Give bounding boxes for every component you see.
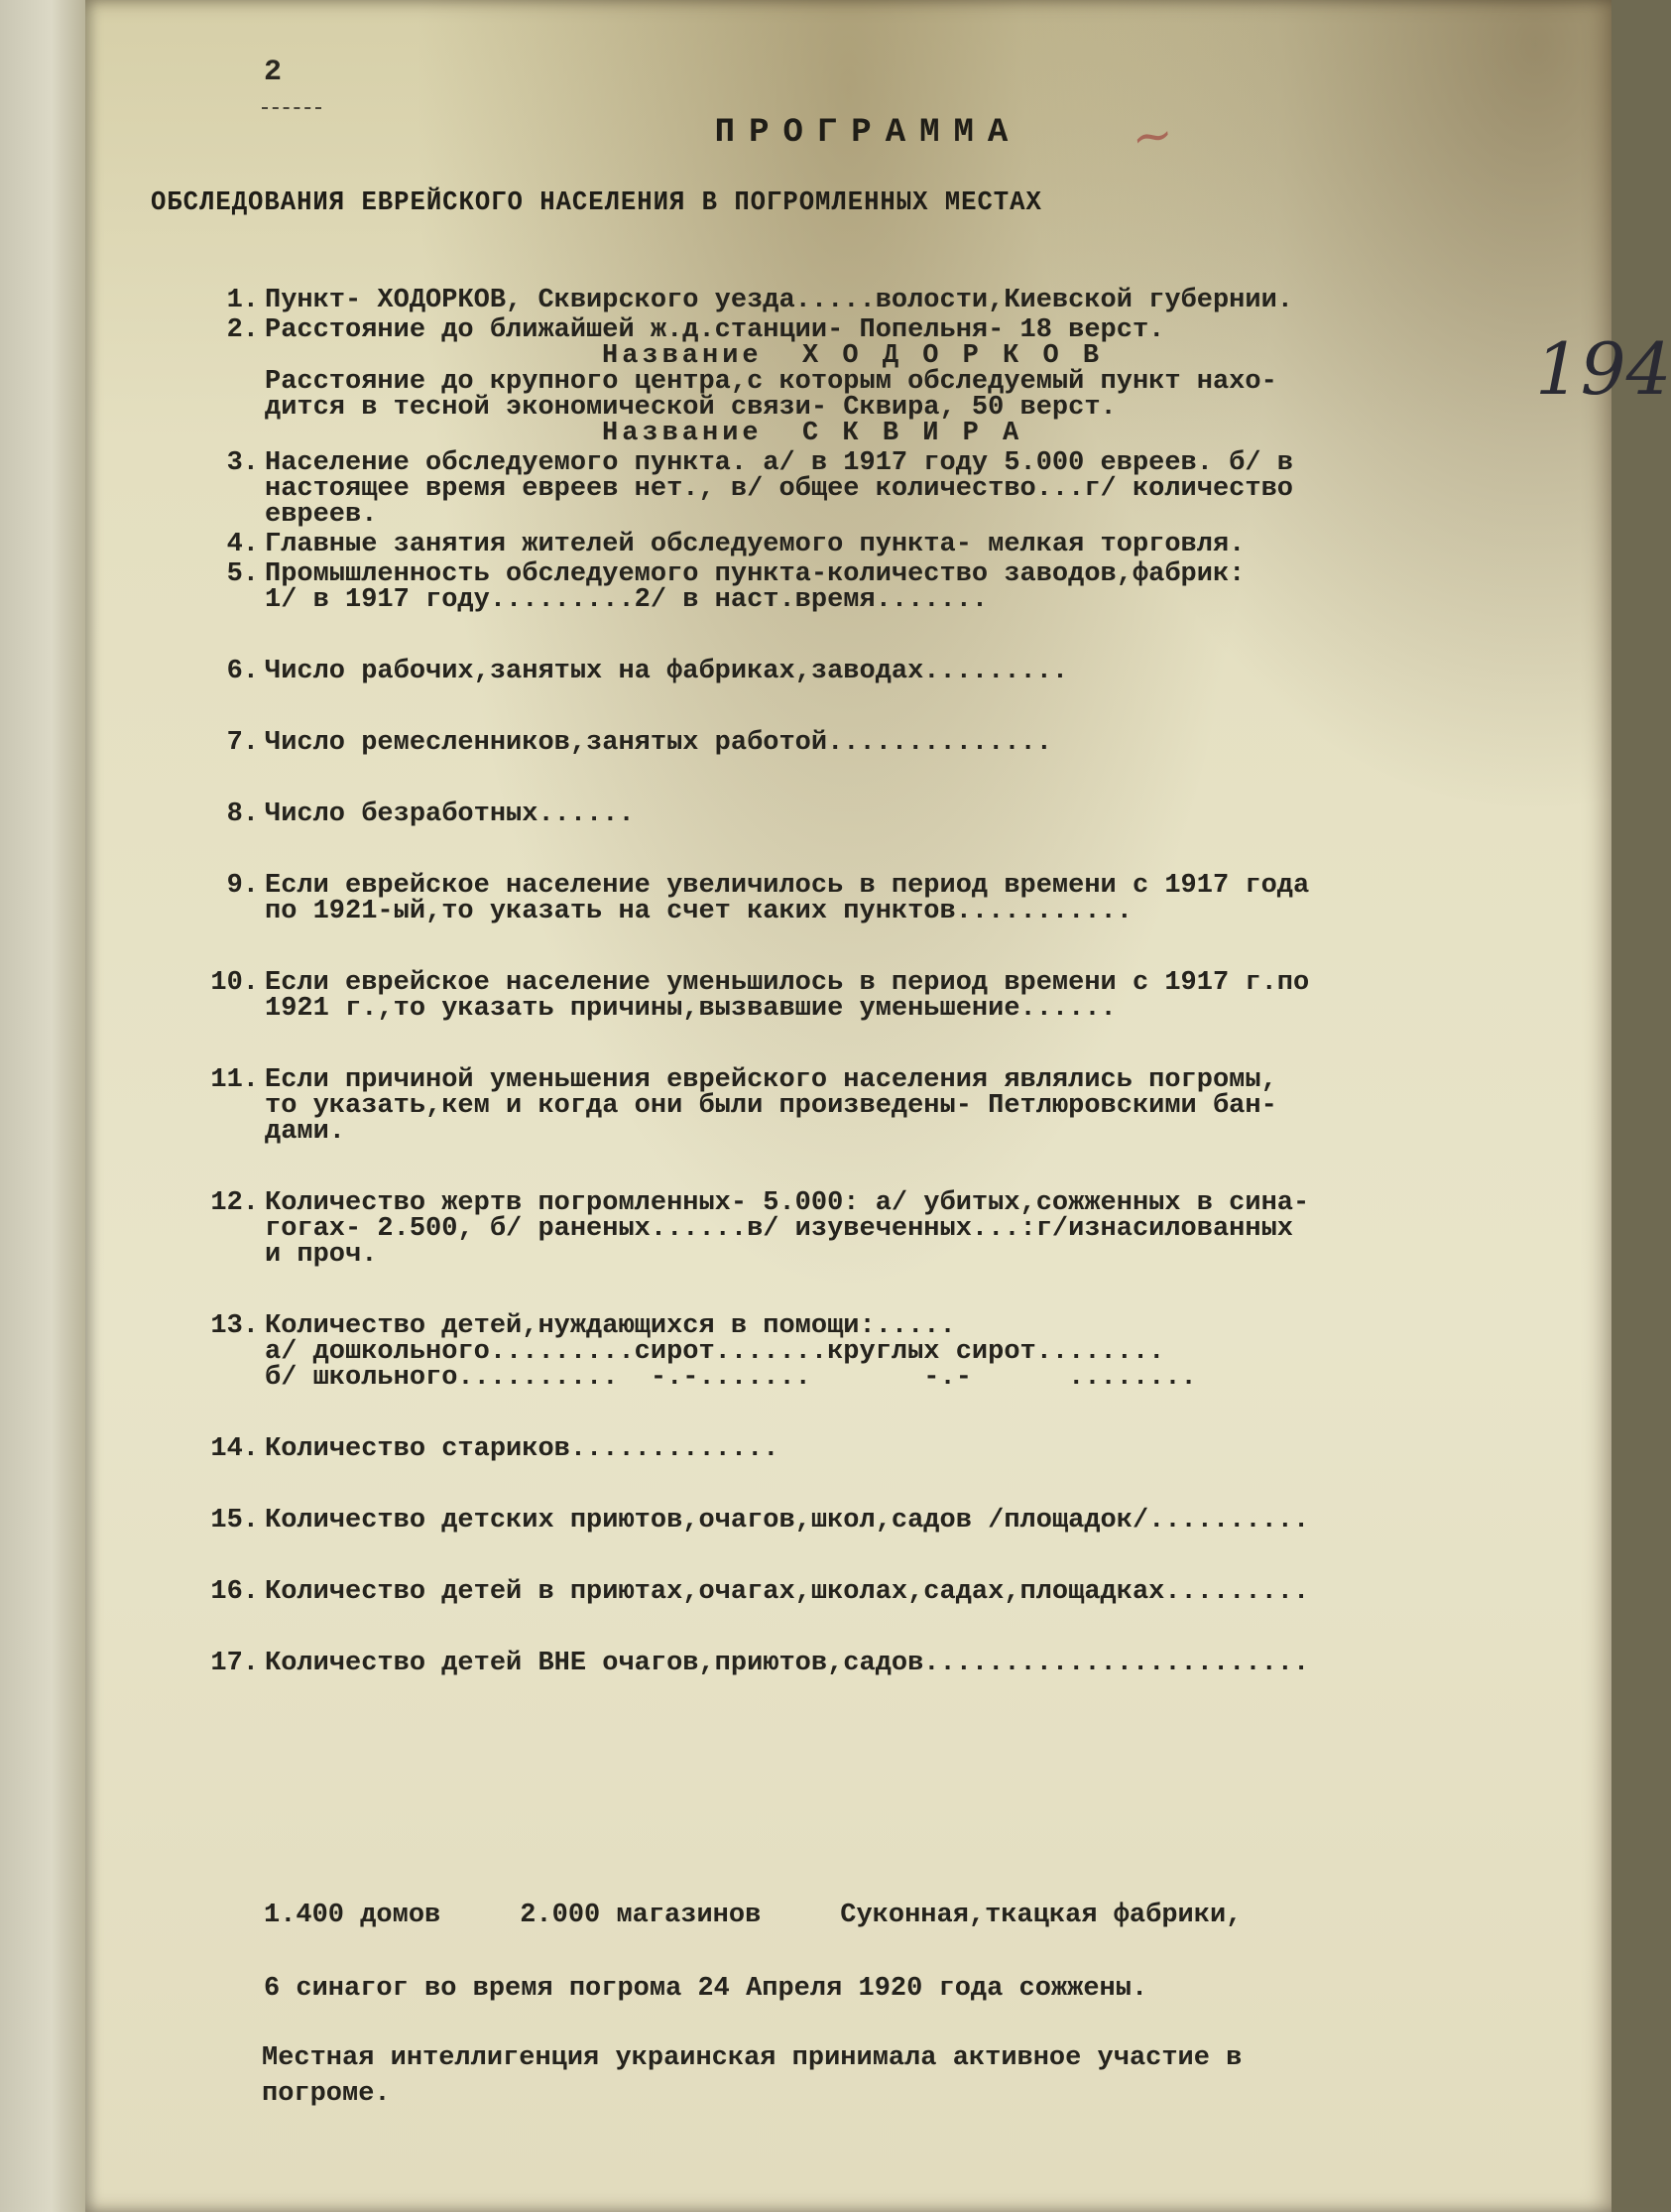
item-number: 13. — [210, 1311, 259, 1341]
document-subtitle: ОБСЛЕДОВАНИЯ ЕВРЕЙСКОГО НАСЕЛЕНИЯ В ПОГРОМЛЕННЫХ МЕСТАХ — [151, 188, 1042, 218]
item-text: Количество стариков............. — [265, 1434, 779, 1464]
list-item — [189, 970, 1608, 1022]
houses-count: 1.400 домов — [264, 1901, 441, 1930]
handwritten-notes-typed — [264, 1900, 1583, 2112]
list-item — [189, 730, 1608, 756]
item-number: 6. — [226, 657, 259, 686]
item-number: 2. — [226, 315, 259, 345]
item-text: Если причиной уменьшения еврейского населения являлись погромы, то указать,кем и когда они были произведены- Петлюровскими бан- дами. — [265, 1065, 1277, 1147]
item-number: 10. — [210, 968, 259, 998]
item-text: Число ремесленников,занятых работой.............. — [265, 728, 1052, 758]
corner-mark: 2 — [264, 56, 283, 89]
list-item — [189, 421, 1608, 446]
item-text: Количество детских приютов,очагов,школ,садов /площадок/.......... — [265, 1506, 1310, 1536]
item-text: Число безработных...... — [265, 799, 635, 829]
item-number: 16. — [210, 1577, 259, 1607]
list-item — [189, 1313, 1608, 1391]
corner-mark-underline — [262, 107, 321, 109]
item-number: 15. — [210, 1506, 259, 1536]
item-text: Пункт- ХОДОРКОВ, Сквирского уезда.....волости,Киевской губернии. — [265, 286, 1293, 315]
item-number: 7. — [226, 728, 259, 758]
red-stamp-mark: ~ — [1128, 104, 1177, 168]
list-item — [189, 288, 1608, 313]
item-number: 5. — [226, 559, 259, 589]
notes-summary-row — [264, 1900, 1583, 1931]
list-item — [189, 1436, 1608, 1462]
item-number: 8. — [226, 799, 259, 829]
item-text: Число рабочих,занятых на фабриках,заводах......... — [265, 657, 1069, 686]
item-number: 4. — [226, 530, 259, 559]
list-item — [189, 801, 1608, 827]
item-number: 12. — [210, 1188, 259, 1218]
document-title: ПРОГРАММА — [714, 114, 1022, 152]
item-text: Количество детей ВНЕ очагов,приютов,садов........................ — [265, 1649, 1310, 1678]
list-item — [189, 1579, 1608, 1605]
list-item — [189, 317, 1608, 343]
list-item — [189, 1651, 1608, 1676]
list-item — [189, 532, 1608, 557]
item-text: Количество жертв погромленных- 5.000: а/ убитых,сожженных в сина- гогах- 2.500, б/ раненых......в/ изувеченных...:г/изнасилованных и проч. — [265, 1188, 1310, 1270]
list-item — [189, 1067, 1608, 1145]
list-item — [189, 1190, 1608, 1268]
item-number: 11. — [210, 1065, 259, 1095]
intelligentsia-note: Местная интеллигенция украинская принимала активное участие в погроме. — [262, 2043, 1243, 2109]
item-number: 1. — [226, 286, 259, 315]
item-text: Главные занятия жителей обследуемого пункта- мелкая торговля. — [265, 530, 1246, 559]
item-text: Название Х О Д О Р К О В — [602, 341, 1104, 371]
list-item — [189, 369, 1608, 421]
item-text: Количество детей,нуждающихся в помощи:..... а/ дошкольного.........сирот.......круглых сирот........ б/ школьного.......... -.-....... -.- ........ — [265, 1311, 1197, 1393]
item-text: Название С К В И Р А — [602, 419, 1023, 448]
scan-margin — [0, 0, 85, 2212]
document-page — [85, 0, 1671, 2212]
list-item — [189, 873, 1608, 924]
factories-note: Суконная,ткацкая фабрики, — [840, 1901, 1243, 1930]
item-number: 3. — [226, 448, 259, 478]
synagogues-note: 6 синагог во время погрома 24 Апреля 1920 года сожжены. — [264, 1974, 1148, 2004]
list-item — [189, 561, 1608, 613]
item-text: Расстояние до ближайшей ж.д.станции- Попельня- 18 верст. — [265, 315, 1165, 345]
list-item — [189, 343, 1608, 369]
sheet-number: 194 — [1535, 327, 1671, 411]
shops-count: 2.000 магазинов — [520, 1901, 762, 1930]
list-item — [189, 450, 1608, 528]
list-item — [189, 1508, 1608, 1534]
item-text: Если еврейское население уменьшилось в период времени с 1917 г.по 1921 г.,то указать причины,вызвавшие уменьшение...... — [265, 968, 1310, 1024]
item-number: 9. — [226, 871, 259, 901]
item-text: Население обследуемого пункта. а/ в 1917 году 5.000 евреев. б/ в настоящее время евреев нет., в/ общее количество...г/ количество евреев. — [265, 448, 1293, 530]
item-text: Расстояние до крупного центра,с которым обследуемый пункт нахо- дится в тесной экономической связи- Сквира, 50 верст. — [265, 367, 1277, 423]
item-text: Количество детей в приютах,очагах,школах,садах,площадках......... — [265, 1577, 1310, 1607]
item-number: 14. — [210, 1434, 259, 1464]
questionnaire-body — [189, 288, 1608, 1676]
item-text: Промышленность обследуемого пункта-количество заводов,фабрик: 1/ в 1917 году.........2/ в наст.время....... — [265, 559, 1246, 615]
list-item — [189, 659, 1608, 684]
item-number: 17. — [210, 1649, 259, 1678]
item-text: Если еврейское население увеличилось в период времени с 1917 года по 1921-ый,то указать на счет каких пунктов........... — [265, 871, 1310, 926]
